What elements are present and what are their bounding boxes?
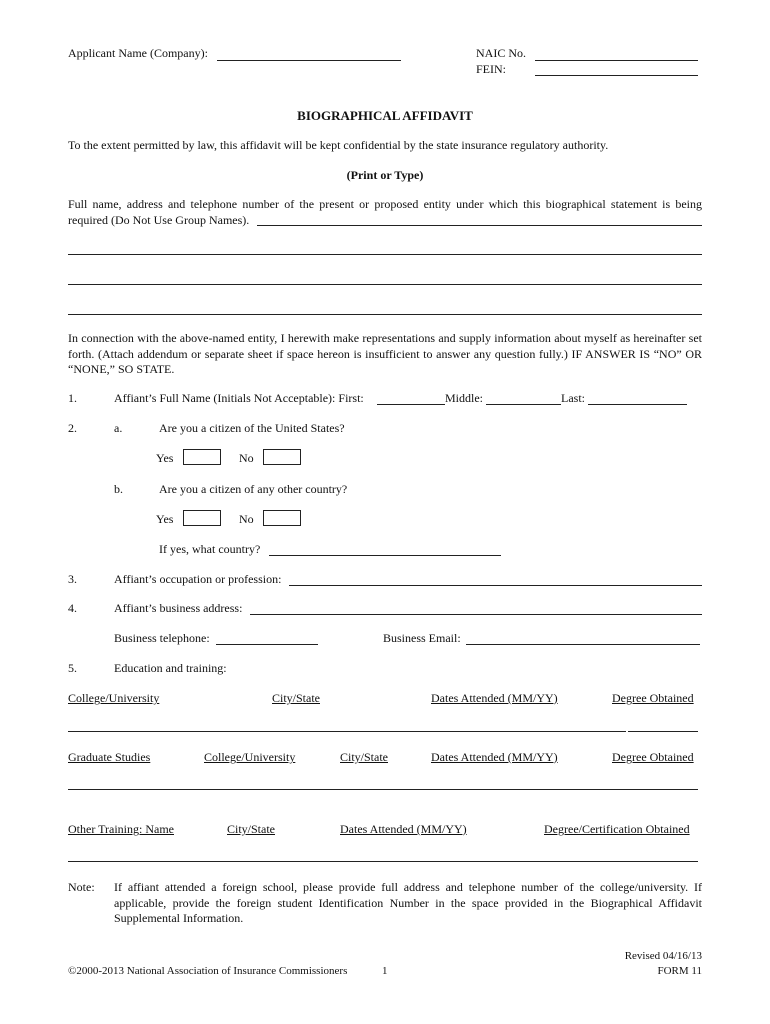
- connection-paragraph: In connection with the above-named entity, I herewith make representations and supply information about myself as hereinafter set forth. (Attach addendum or separate sheet if space hereon is insufficient to answer any question fully.) IF ANSWER IS “NO” OR “NONE,” SO STATE.: [68, 331, 702, 376]
- other-dates-header: Dates Attended (MM/YY): [340, 822, 467, 836]
- page-number: 1: [382, 965, 388, 977]
- college-city-header: City/State: [272, 691, 320, 705]
- business-email-field[interactable]: [466, 644, 700, 645]
- q3-number: 3.: [68, 572, 77, 586]
- q1-number: 1.: [68, 391, 77, 405]
- grad-college-header: College/University: [204, 750, 296, 764]
- business-phone-field[interactable]: [216, 644, 318, 645]
- last-name-field[interactable]: [588, 404, 687, 405]
- country-label: If yes, what country?: [159, 542, 261, 556]
- q2a-no-checkbox[interactable]: [263, 449, 301, 465]
- entity-field-line-3[interactable]: [68, 284, 702, 285]
- q4-number: 4.: [68, 601, 77, 615]
- q2b-yes-label: Yes: [156, 512, 174, 526]
- occupation-field[interactable]: [289, 585, 702, 586]
- note-label: Note:: [68, 880, 95, 894]
- business-email-label: Business Email:: [383, 631, 461, 645]
- first-name-field[interactable]: [377, 404, 445, 405]
- entity-field-line-4[interactable]: [68, 314, 702, 315]
- copyright: ©2000-2013 National Association of Insurance Commissioners: [68, 965, 348, 977]
- education-label: Education and training:: [114, 661, 227, 675]
- college-degree-header: Degree Obtained: [612, 691, 694, 705]
- q2b-no-label: No: [239, 512, 254, 526]
- college-dates-header: Dates Attended (MM/YY): [431, 691, 558, 705]
- naic-label: NAIC No.: [476, 46, 526, 60]
- q5-number: 5.: [68, 661, 77, 675]
- middle-name-field[interactable]: [486, 404, 561, 405]
- entity-field-line-2[interactable]: [68, 254, 702, 255]
- q2a-yes-checkbox[interactable]: [183, 449, 221, 465]
- middle-label: Middle:: [445, 391, 483, 405]
- business-address-field[interactable]: [250, 614, 702, 615]
- revised-date: Revised 04/16/13: [624, 950, 702, 962]
- grad-dates-header: Dates Attended (MM/YY): [431, 750, 558, 764]
- business-phone-label: Business telephone:: [114, 631, 210, 645]
- grad-degree-header: Degree Obtained: [612, 750, 694, 764]
- q1-label: Affiant’s Full Name (Initials Not Acceptable): First:: [114, 391, 364, 405]
- country-field[interactable]: [269, 555, 501, 556]
- other-degree-header: Degree/Certification Obtained: [544, 822, 690, 836]
- grad-entry-line[interactable]: [68, 789, 698, 790]
- fein-label: FEIN:: [476, 62, 506, 76]
- applicant-name-label: Applicant Name (Company):: [68, 46, 208, 60]
- print-note: (Print or Type): [346, 168, 424, 182]
- page-title: BIOGRAPHICAL AFFIDAVIT: [297, 108, 473, 123]
- q2b-yes-checkbox[interactable]: [183, 510, 221, 526]
- q2a-no-label: No: [239, 451, 254, 465]
- q2b-letter: b.: [114, 482, 123, 496]
- q2-number: 2.: [68, 421, 77, 435]
- occupation-label: Affiant’s occupation or profession:: [114, 572, 282, 586]
- form-number: FORM 11: [657, 965, 702, 977]
- q2a-question: Are you a citizen of the United States?: [159, 421, 345, 435]
- college-header: College/University: [68, 691, 160, 705]
- college-degree-entry-line[interactable]: [628, 731, 698, 732]
- college-entry-line[interactable]: [68, 731, 626, 732]
- other-city-header: City/State: [227, 822, 275, 836]
- q2a-letter: a.: [114, 421, 123, 435]
- note-text: If affiant attended a foreign school, please provide full address and telephone number of the college/university. If applicable, provide the foreign student Identification Number in the space provided in the Biographical Affidavit Supplemental Information.: [114, 880, 702, 925]
- q2b-question: Are you a citizen of any other country?: [159, 482, 348, 496]
- entity-field-line-1[interactable]: [257, 225, 702, 226]
- q2b-no-checkbox[interactable]: [263, 510, 301, 526]
- other-training-header: Other Training: Name: [68, 822, 174, 836]
- entity-instructions: Full name, address and telephone number of the present or proposed entity under which this biographical statement is being required (Do Not Use Group Names).: [68, 197, 702, 227]
- applicant-name-field[interactable]: [217, 60, 401, 61]
- business-address-label: Affiant’s business address:: [114, 601, 243, 615]
- grad-header: Graduate Studies: [68, 750, 151, 764]
- fein-field[interactable]: [535, 75, 698, 76]
- grad-city-header: City/State: [340, 750, 388, 764]
- q2a-yes-label: Yes: [156, 451, 174, 465]
- confidential-note: To the extent permitted by law, this affidavit will be kept confidential by the state insurance regulatory authority.: [68, 138, 609, 152]
- last-label: Last:: [561, 391, 585, 405]
- naic-field[interactable]: [535, 60, 698, 61]
- other-entry-line[interactable]: [68, 861, 698, 862]
